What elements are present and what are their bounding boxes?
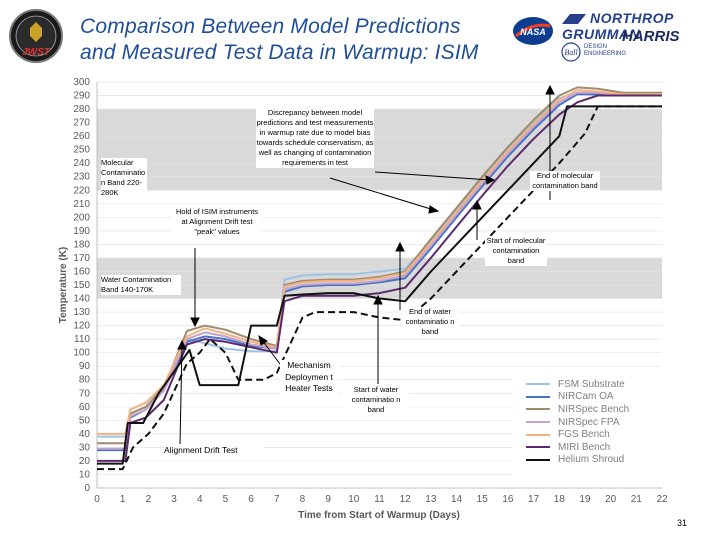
x-tick-label: 15: [476, 494, 488, 505]
y-tick-label: 50: [78, 415, 90, 427]
y-tick-label: 150: [73, 280, 90, 291]
callout-mechanism: Mechanism Deploymen t Heater Tests: [280, 360, 338, 395]
callout-start-water: Start of water contaminatio n band: [343, 385, 409, 415]
x-tick-label: 14: [450, 494, 463, 505]
design-text: DESIGN: [584, 44, 608, 50]
x-tick-label: 22: [656, 494, 668, 505]
legend-swatch: [526, 421, 550, 423]
y-tick-label: 30: [78, 442, 90, 454]
legend-label: FGS Bench: [558, 429, 610, 441]
callout-start-molecular: Start of molecular contamination band: [486, 236, 546, 265]
x-tick-label: 17: [528, 494, 540, 505]
y-tick-label: 230: [73, 171, 90, 183]
legend-item: [512, 454, 672, 467]
y-tick-label: 160: [73, 266, 90, 278]
x-tick-labels: [94, 494, 668, 505]
y-tick-label: 0: [84, 483, 90, 494]
y-tick-label: 200: [73, 212, 90, 224]
legend-item: [512, 428, 672, 441]
callout-end-molecular: End of molecular contamination band: [530, 171, 600, 191]
northrop-grumman-text: NORTHROP GRUMMAN: [562, 10, 674, 42]
callout-discrepancy: Discrepancy between model predictions and test measurements in warmup rate due to model bias towards schedule conservatism, as well as changing of contamination requirements in test: [256, 108, 374, 167]
x-tick-label: 1: [119, 494, 126, 505]
y-tick-label: 120: [73, 320, 90, 332]
y-tick-label: 170: [73, 252, 90, 264]
y-tick-label: 190: [73, 225, 90, 237]
y-tick-label: 60: [78, 401, 90, 413]
y-tick-label: 290: [73, 90, 90, 102]
legend-swatch: [526, 383, 550, 385]
callout-molecular-band: Molecular Contaminatio n Band 220-280K: [101, 158, 146, 197]
legend-item: [512, 416, 672, 429]
y-tick-label: 210: [73, 198, 90, 210]
x-tick-label: 0: [94, 494, 100, 505]
y-tick-label: 250: [73, 144, 90, 156]
x-tick-label: 12: [399, 494, 411, 505]
y-tick-labels: [73, 77, 90, 494]
legend-label: MIRI Bench: [558, 441, 611, 453]
callout-alignment: Alignment Drift Test: [164, 444, 264, 456]
x-tick-label: 18: [553, 494, 565, 505]
x-tick-label: 3: [171, 494, 177, 505]
y-tick-label: 140: [73, 293, 90, 305]
y-tick-label: 220: [73, 185, 90, 197]
y-tick-label: 80: [78, 374, 90, 386]
legend-label: NIRSpec Bench: [558, 403, 630, 415]
y-tick-label: 260: [73, 131, 90, 143]
legend-swatch: [526, 408, 550, 410]
y-tick-label: 130: [73, 307, 90, 319]
legend-swatch: [526, 446, 550, 448]
x-tick-label: 8: [299, 494, 306, 505]
legend-swatch: [526, 459, 550, 461]
engineering-text: ENGINEERING: [584, 51, 627, 57]
legend-label: FSM Substrate: [558, 378, 625, 390]
x-tick-label: 2: [145, 494, 152, 505]
callout-water-band: Water Contamination Band 140-170K: [101, 275, 181, 295]
legend-item: [512, 391, 672, 404]
y-axis-label: Temperature (K): [58, 246, 69, 324]
svg-text:NASA: NASA: [520, 27, 546, 37]
x-tick-label: 20: [605, 494, 617, 505]
x-tick-label: 19: [579, 494, 591, 505]
y-tick-label: 90: [78, 361, 90, 373]
x-axis-label: Time from Start of Warmup (Days): [298, 510, 460, 521]
callout-hold: Hold of ISIM instruments at Alignment Drift test "peak" values: [172, 207, 262, 237]
x-tick-label: 16: [502, 494, 514, 505]
legend-swatch: [526, 434, 550, 436]
ball-text: Ball: [564, 48, 578, 57]
x-tick-label: 11: [374, 494, 385, 505]
y-tick-label: 180: [73, 239, 90, 251]
y-tick-label: 110: [74, 334, 90, 346]
x-tick-label: 9: [325, 494, 331, 505]
x-tick-label: 5: [222, 494, 229, 505]
legend-label: NIRSpec FPA: [558, 416, 620, 428]
legend-item: [512, 403, 672, 416]
y-tick-label: 240: [73, 158, 90, 170]
harris-text: HARRIS: [622, 28, 680, 45]
svg-text:JWST: JWST: [22, 47, 50, 58]
legend-label: Helium Shroud: [558, 454, 625, 466]
y-tick-label: 10: [78, 469, 90, 481]
x-tick-label: 7: [273, 494, 280, 505]
y-tick-label: 20: [78, 455, 90, 467]
x-tick-label: 4: [196, 494, 203, 505]
y-tick-label: 40: [78, 428, 90, 440]
legend-swatch: [526, 396, 550, 398]
legend-item: [512, 441, 672, 454]
slide-title: Comparison Between Model Predictions and Measured Test Data in Warmup: ISIM: [80, 15, 479, 64]
y-tick-label: 280: [73, 104, 90, 116]
x-tick-label: 21: [630, 494, 642, 505]
x-tick-label: 10: [348, 494, 360, 505]
y-tick-label: 100: [73, 347, 90, 359]
callout-end-water: End of water contaminatio n band: [401, 307, 459, 337]
y-tick-label: 270: [73, 117, 90, 129]
x-tick-label: 6: [248, 494, 254, 505]
x-tick-label: 13: [425, 494, 437, 505]
legend-item: [512, 378, 672, 391]
chart-legend: [512, 378, 672, 476]
legend-label: NIRCam OA: [558, 391, 614, 403]
y-tick-label: 70: [78, 388, 90, 400]
page-number: 31: [677, 518, 688, 528]
y-tick-label: 300: [73, 77, 90, 88]
